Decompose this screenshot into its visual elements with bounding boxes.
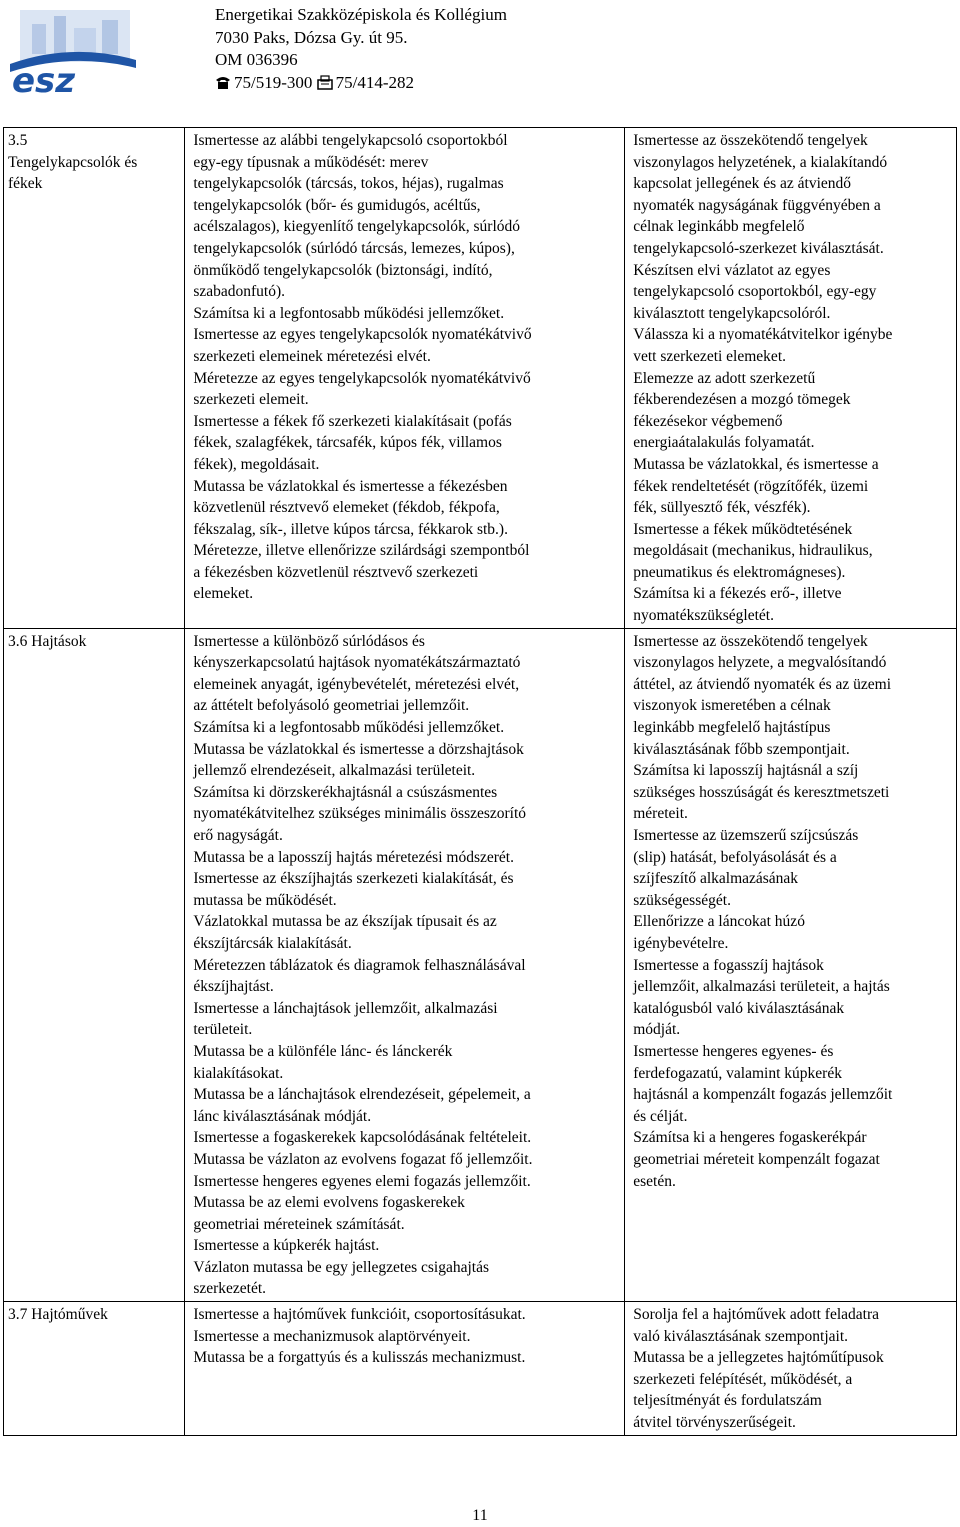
- text-line: jellemzőit, alkalmazási területeit, a hajtás: [633, 978, 890, 996]
- text-line: Mutassa be a lánchajtások elrendezéseit, gépelemeit, a: [193, 1086, 531, 1104]
- text-line: egy-egy típusnak a működését: merev: [193, 153, 429, 171]
- text-line: fékek), megoldásait.: [193, 455, 320, 473]
- text-line: kiválasztásának főbb szempontjait.: [633, 740, 850, 758]
- text-line: ékszíjhajtást.: [193, 978, 274, 996]
- text-line: Ellenőrizze a láncokat húzó: [633, 913, 805, 931]
- text-line: területeit.: [193, 1021, 253, 1039]
- text-line: kényszerkapcsolatú hajtások nyomatékátszármaztató: [193, 654, 521, 672]
- text-line: tengelykapcsoló csoportokból, egy-egy: [633, 283, 877, 301]
- text-line: Mutassa be a forgattyús és a kulisszás mechanizmust.: [193, 1349, 526, 1367]
- text-line: Ismertesse az alábbi tengelykapcsoló csoportokból: [193, 132, 508, 149]
- text-line: mutassa be működését.: [193, 891, 337, 909]
- text-line: nyomatékszükségletét.: [633, 607, 774, 625]
- requirement-cell: [625, 628, 957, 1301]
- text-line: Ismertesse a kúpkerék hajtást.: [193, 1237, 380, 1255]
- text-line: szíjfeszítő alkalmazásának: [633, 870, 799, 888]
- text-line: Tengelykapcsolók és: [8, 153, 138, 171]
- school-logo-graphic: [2, 2, 142, 96]
- text-line: kialakításokat.: [193, 1064, 284, 1082]
- page-number: 11: [472, 1507, 488, 1524]
- text-line: leginkább megfelelő hajtástípus: [633, 719, 831, 737]
- text-line: közvetlenül résztvevő elemeket (fékdob, fékpofa,: [193, 499, 500, 517]
- text-line: fékek rendeltetését (rögzítőfék, üzemi: [633, 477, 869, 495]
- text-line: Vázlatokkal mutassa be az ékszíjak típusait és az: [193, 913, 497, 931]
- text-line: Ismertesse az összekötendő tengelyek: [633, 632, 868, 650]
- text-line: energiaátalakulás folyamatát.: [633, 434, 815, 452]
- text-line: átvitel törvényszerűségeit.: [633, 1414, 796, 1432]
- text-line: Mutassa be vázlatokkal, és ismertesse a: [633, 455, 879, 473]
- phone-icon: [215, 74, 231, 97]
- fax-number: 75/414-282: [335, 72, 415, 92]
- content-cell: [185, 1302, 625, 1436]
- text-line: fékek, szalagfékek, tárcsafék, kúpos fék, villamos: [193, 434, 502, 452]
- text-line: Ismertesse a különböző súrlódásos és: [193, 632, 425, 650]
- text-line: fékberendezésen a mozgó tömegek: [633, 391, 851, 409]
- om-code: OM 036396: [215, 50, 298, 69]
- text-line: (slip) hatását, befolyásolását és a: [633, 848, 837, 866]
- text-line: katalógusból való kiválasztásának: [633, 999, 845, 1017]
- text-line: Számítsa ki a legfontosabb működési jellemzőket.: [193, 304, 505, 322]
- text-line: szerkezeti felépítését, működését, a: [633, 1370, 853, 1388]
- text-line: acélszalagos), kiegyenlítő tengelykapcsolók, súrlódó: [193, 218, 521, 236]
- text-line: Ismertesse az egyes tengelykapcsolók nyomatékátvivő: [193, 326, 532, 344]
- text-line: geometriai méreteinek számítását.: [193, 1215, 405, 1233]
- text-line: teljesítményát és fordulatszám: [633, 1392, 822, 1410]
- text-line: szükségességét.: [633, 891, 731, 909]
- school-address: 7030 Paks, Dózsa Gy. út 95.: [215, 27, 408, 47]
- text-line: Mutassa be a jellegzetes hajtóműtípusok: [633, 1349, 884, 1367]
- text-line: vett szerkezeti elemeket.: [633, 347, 786, 365]
- text-line: a fékezésben közvetlenül résztvevő szerkezeti: [193, 563, 479, 581]
- text-line: Ismertesse a hajtóművek funkcióit, csoportosításukat.: [193, 1306, 526, 1324]
- text-line: tengelykapcsolók (súrlódó tárcsás, lemezes, kúpos),: [193, 239, 515, 257]
- text-line: Méretezze az egyes tengelykapcsolók nyomatékátvivő: [193, 369, 531, 387]
- text-line: Ismertesse a mechanizmusok alaptörvényeit.: [193, 1327, 471, 1345]
- requirement-cell: [625, 1302, 957, 1436]
- text-line: Ismertesse az üzemszerű szíjcsúszás: [633, 827, 859, 844]
- text-line: és célját.: [633, 1107, 688, 1125]
- text-line: méreteit.: [633, 805, 688, 823]
- text-line: Ismertesse a fékek fő szerkezeti kialakításait (pofás: [193, 412, 512, 430]
- text-line: Készítsen elvi vázlatot az egyes: [633, 261, 831, 279]
- text-line: Mutassa be vázlaton az evolvens fogazat fő jellemzőit.: [193, 1150, 533, 1168]
- text-line: kapcsolat jellegének és az átviendő: [633, 175, 851, 193]
- text-line: elemeket.: [193, 585, 254, 603]
- text-line: fékezésekor végbemenő: [633, 412, 783, 430]
- text-line: erő nagyságát.: [193, 827, 283, 844]
- text-line: Számítsa ki laposszíj hajtásnál a szíj: [633, 762, 859, 780]
- text-line: szerkezeti elemeit.: [193, 391, 309, 409]
- text-line: ékszíjtárcsák kialakítását.: [193, 934, 352, 952]
- text-line: tengelykapcsolók (tárcsás, tokos, héjas), rugalmas: [193, 175, 504, 193]
- content-cell: [185, 128, 625, 629]
- text-line: Sorolja fel a hajtóművek adott feladatra: [633, 1306, 879, 1324]
- text-line: Vázlaton mutassa be egy jellegzetes csigahajtás: [193, 1258, 489, 1276]
- text-line: fékszalag, sík-, illetve kúpos tárcsa, fékkarok stb.).: [193, 520, 508, 538]
- text-line: Ismertesse az ékszíjhajtás szerkezeti kialakítását, és: [193, 870, 514, 888]
- text-line: célnak leginkább megfelelő: [633, 218, 805, 236]
- syllabus-row: [4, 1302, 957, 1436]
- text-line: hajtásnál a kompenzált fogazás jellemzőit: [633, 1086, 893, 1104]
- topic-cell: [4, 1302, 185, 1436]
- text-line: Mutassa be a különféle lánc- és lánckerék: [193, 1042, 453, 1060]
- text-line: Számítsa ki a legfontosabb működési jellemzőket.: [193, 719, 505, 737]
- contact-line: [215, 72, 507, 97]
- text-line: Számítsa ki dörzskerékhajtásnál a csúszásmentes: [193, 783, 498, 801]
- text-line: nyomatékátvitelhez szükséges minimális összeszorító: [193, 805, 527, 823]
- text-line: geometriai méreteit kompenzált fogazat: [633, 1150, 880, 1168]
- text-line: való kiválasztásának szempontjait.: [633, 1327, 849, 1345]
- text-line: Ismertesse a fékek működtetésének: [633, 520, 853, 538]
- text-line: módját.: [633, 1021, 681, 1039]
- text-line: Ismertesse a lánchajtások jellemzőit, alkalmazási: [193, 999, 498, 1017]
- text-line: Válassza ki a nyomatékátvitelkor igénybe: [633, 326, 893, 344]
- text-line: Mutassa be a laposszíj hajtás méretezési módszerét.: [193, 848, 514, 866]
- text-line: Számítsa ki a fékezés erő-, illetve: [633, 585, 842, 603]
- text-line: Ismertesse az összekötendő tengelyek: [633, 132, 868, 149]
- syllabus-row: [4, 128, 957, 629]
- text-line: szükséges hosszúságát és keresztmetszeti: [633, 783, 890, 801]
- phone-number: 75/519-300: [234, 72, 313, 92]
- text-line: Ismertesse a fogasszíj hajtások: [633, 956, 824, 974]
- text-line: megoldásait (mechanikus, hidraulikus,: [633, 542, 873, 560]
- text-line: ferdefogazatú, valamint kúpkerék: [633, 1064, 842, 1082]
- text-line: jellemző elrendezéseit, alkalmazási területeit.: [193, 762, 476, 780]
- text-line: viszonylagos helyzetének, a kialakítandó: [633, 153, 888, 171]
- text-line: az áttételt befolyásoló geometriai jellemzőit.: [193, 697, 470, 715]
- text-line: tengelykapcsolók (bőr- és gumidugós, acéltűs,: [193, 196, 481, 214]
- text-line: viszonylagos helyzete, a megvalósítandó: [633, 654, 887, 672]
- text-line: lánc kiválasztásának módját.: [193, 1107, 372, 1125]
- topic-cell: [4, 628, 185, 1301]
- text-line: igénybevételre.: [633, 934, 729, 952]
- text-line: 3.7 Hajtóművek: [8, 1306, 108, 1324]
- school-header: [215, 4, 507, 96]
- text-line: szerkezetét.: [193, 1280, 267, 1298]
- requirement-cell: [625, 128, 957, 629]
- text-line: Méretezzen táblázatok és diagramok felhasználásával: [193, 956, 526, 974]
- text-line: Mutassa be vázlatokkal és ismertesse a fékezésben: [193, 477, 508, 495]
- text-line: tengelykapcsoló-szerkezet kiválasztását.: [633, 239, 884, 257]
- text-line: Elemezze az adott szerkezetű: [633, 369, 816, 387]
- text-line: Mutassa be vázlatokkal és ismertesse a dörzshajtások: [193, 740, 524, 758]
- text-line: kiválasztott tengelykapcsolóról.: [633, 304, 831, 322]
- school-name: Energetikai Szakközépiskola és Kollégium: [215, 5, 507, 24]
- text-line: esetén.: [633, 1172, 676, 1190]
- fax-icon: [317, 74, 333, 97]
- syllabus-table: [3, 127, 957, 1436]
- content-cell: [185, 628, 625, 1301]
- text-line: szerkezeti elemeinek méretezési elvét.: [193, 347, 431, 365]
- text-line: Mutassa be az elemi evolvens fogaskerekek: [193, 1194, 465, 1212]
- text-line: 3.5: [8, 132, 28, 149]
- text-line: Számítsa ki a hengeres fogaskerékpár: [633, 1129, 867, 1147]
- text-line: Ismertesse hengeres egyenes- és: [633, 1042, 834, 1060]
- text-line: fék, süllyesztő fék, vészfék).: [633, 499, 811, 517]
- text-line: pneumatikus és elektromágneses).: [633, 563, 846, 581]
- text-line: önműködő tengelykapcsolók (biztonsági, indító,: [193, 261, 493, 279]
- text-line: Méretezze, illetve ellenőrizze szilárdsági szempontból: [193, 542, 530, 560]
- text-line: elemeinek anyagát, igénybevételét, méretezési elvét,: [193, 675, 520, 693]
- text-line: 3.6 Hajtások: [8, 632, 87, 650]
- text-line: áttétel, az átviendő nyomaték és az üzemi: [633, 675, 892, 693]
- logo-text: esz: [12, 61, 76, 96]
- text-line: fékek: [8, 175, 43, 193]
- text-line: Ismertesse a fogaskerekek kapcsolódásának feltételeit.: [193, 1129, 532, 1147]
- text-line: Ismertesse hengeres egyenes elemi fogazás jellemzőit.: [193, 1172, 531, 1190]
- topic-cell: [4, 128, 185, 629]
- text-line: nyomaték nagyságának függvényében a: [633, 196, 881, 214]
- syllabus-row: [4, 628, 957, 1301]
- school-logo: [2, 2, 142, 96]
- text-line: viszonyok ismeretében a célnak: [633, 697, 831, 715]
- text-line: szabadonfutó).: [193, 283, 285, 301]
